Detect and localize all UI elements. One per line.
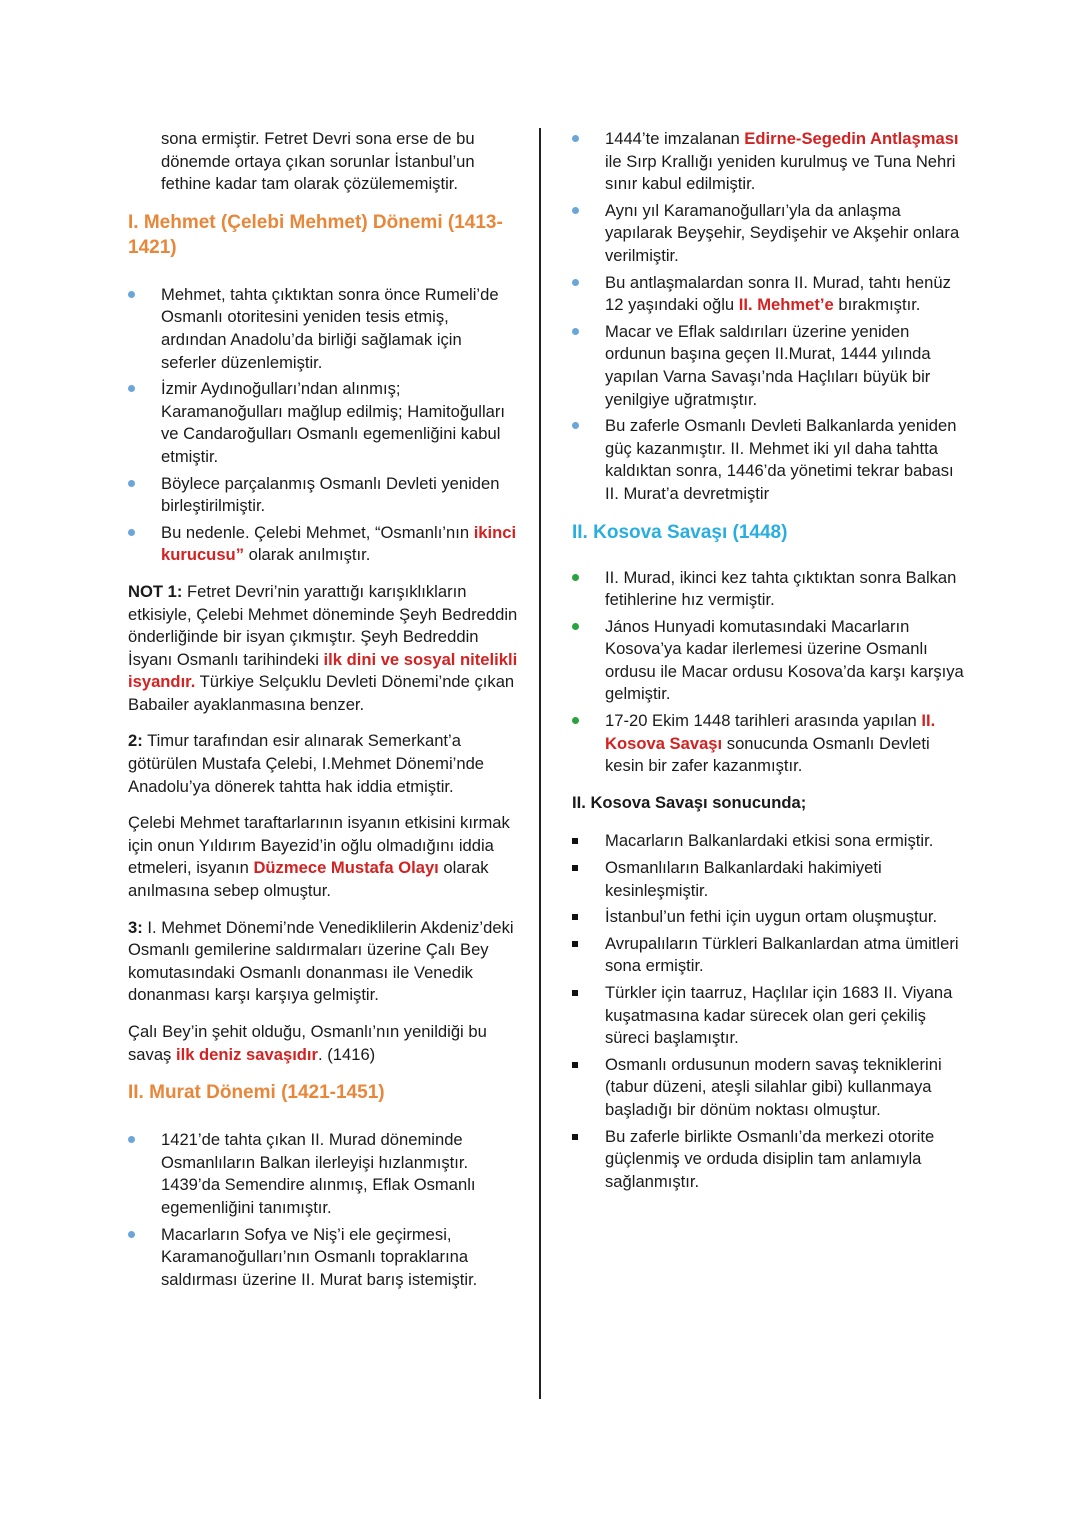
- bullet-dot-icon: [572, 135, 579, 142]
- cali-paragraph: Çalı Bey’in şehit olduğu, Osmanlı’nın yenildiği bu savaş ilk deniz savaşıdır. (1416): [128, 1022, 487, 1064]
- list-item: 1421’de tahta çıkan II. Murad döneminde Osmanlıların Balkan ilerleyişi hızlanmıştır. 1439’da Semendire alınmış, Eflak Osmanlı egemenliğini tanımıştır.: [128, 1129, 518, 1219]
- heading-kosova-results: II. Kosova Savaşı sonucunda;: [572, 792, 807, 812]
- heading-mehmet-period: I. Mehmet (Çelebi Mehmet) Dönemi (1413-1421): [128, 211, 503, 258]
- highlight-text: ilk deniz savaşıdır: [175, 1044, 319, 1064]
- bullet-square-icon: [572, 990, 578, 996]
- results-bullet-list: [572, 830, 964, 1193]
- highlight-text: ikinci kurucusu”: [161, 522, 517, 565]
- heading-kosova-battle: II. Kosova Savaşı (1448): [572, 521, 788, 543]
- bullet-dot-icon: [572, 574, 579, 581]
- list-item: Bu nedenle. Çelebi Mehmet, “Osmanlı’nın ikinci kurucusu” olarak anılmıştır.: [128, 522, 518, 567]
- note-3: 3: I. Mehmet Dönemi’nde Venediklilerin Akdeniz’deki Osmanlı gemilerine saldırmaları üzerine Çalı Bey komutasındaki Osmanlı donanması ile Venedik donanması karşı karşıya gelmiştir.: [128, 917, 514, 1005]
- list-item: Bu antlaşmalardan sonra II. Murad, tahtı henüz 12 yaşındaki oğlu II. Mehmet’e bırakmıştır.: [572, 272, 964, 317]
- bullet-dot-icon: [128, 385, 135, 392]
- highlight-text: II. Kosova Savaşı: [605, 711, 936, 753]
- bullet-square-icon: [572, 838, 578, 844]
- bullet-dot-icon: [572, 422, 579, 429]
- list-item: Aynı yıl Karamanoğulları’yla da anlaşma yapılarak Beyşehir, Seydişehir ve Akşehir onlara verilmiştir.: [572, 200, 964, 268]
- list-item: II. Murad, ikinci kez tahta çıktıktan sonra Balkan fetihlerine hız vermiştir.: [572, 567, 964, 612]
- highlight-text: Düzmece Mustafa Olayı: [253, 858, 439, 878]
- bullet-dot-icon: [572, 207, 579, 214]
- bullet-dot-icon: [572, 623, 579, 630]
- bullet-dot-icon: [128, 1231, 135, 1238]
- murat-bullet-list-continued: [572, 128, 964, 506]
- list-item: 17-20 Ekim 1448 tarihleri arasında yapılan II. Kosova Savaşı sonucunda Osmanlı Devleti kesin bir zafer kazanmıştır.: [572, 710, 964, 778]
- murat-bullet-list: [128, 1129, 518, 1291]
- list-item: Osmanlıların Balkanlardaki hakimiyeti kesinleşmiştir.: [572, 857, 964, 902]
- bullet-dot-icon: [128, 480, 135, 487]
- list-item: János Hunyadi komutasındaki Macarların Kosova’ya kadar ilerlemesi üzerine Osmanlı ordusu ile Macar ordusu Kosova’da karşı karşıya gelmiştir.: [572, 616, 964, 706]
- list-item: İstanbul’un fethi için uygun ortam oluşmuştur.: [572, 906, 964, 929]
- left-column: [128, 128, 518, 1305]
- list-item: Macarların Sofya ve Niş’i ele geçirmesi, Karamanoğulları’nın Osmanlı topraklarına saldırması üzerine II. Murat barış istemiştir.: [128, 1224, 518, 1292]
- bullet-square-icon: [572, 1062, 578, 1068]
- list-item: Avrupalıların Türkleri Balkanlardan atma ümitleri sona ermiştir.: [572, 933, 964, 978]
- highlight-text: ilk dini ve sosyal nitelikli isyandır.: [128, 649, 518, 692]
- intro-paragraph: sona ermiştir. Fetret Devri sona erse de bu dönemde ortaya çıkan sorunlar İstanbul’un fethine kadar tam olarak çözülememiştir.: [161, 129, 475, 194]
- bullet-dot-icon: [572, 717, 579, 724]
- list-item: Macar ve Eflak saldırıları üzerine yeniden ordunun başına geçen II.Murat, 1444 yılında yapılan Varna Savaşı’nda Haçlıları büyük bir yenilgiye uğratmıştır.: [572, 321, 964, 411]
- bullet-square-icon: [572, 865, 578, 871]
- right-column: [572, 128, 964, 1207]
- bullet-dot-icon: [128, 1136, 135, 1143]
- column-divider: [539, 128, 541, 1399]
- list-item: Bu zaferle birlikte Osmanlı’da merkezi otorite güçlenmiş ve orduda disiplin tam anlamıyla sağlanmıştır.: [572, 1126, 964, 1194]
- bullet-dot-icon: [572, 328, 579, 335]
- list-item: 1444’te imzalanan Edirne-Segedin Antlaşması ile Sırp Krallığı yeniden kurulmuş ve Tuna Nehri sınır kabul edilmiştir.: [572, 128, 964, 196]
- bullet-square-icon: [572, 941, 578, 947]
- kosova-bullet-list: [572, 567, 964, 778]
- list-item: Türkler için taarruz, Haçlılar için 1683 II. Viyana kuşatmasına kadar sürecek olan geri çekiliş süreci başlamıştır.: [572, 982, 964, 1050]
- note-2: 2: Timur tarafından esir alınarak Semerkant’a götürülen Mustafa Çelebi, I.Mehmet Dönemi’nde Anadolu’ya dönerek tahtta hak iddia etmiştir.: [128, 731, 485, 796]
- note-1: NOT 1: Fetret Devri’nin yarattığı karışıklıkların etkisiyle, Çelebi Mehmet döneminde Şeyh Bedreddin önderliğinde bir isyan çıkmıştır. Şeyh Bedreddin İsyanı Osmanlı tarihindeki ilk dini ve sosyal nitelikli isyandır. Türkiye Selçuklu Devleti Dönemi’nde çıkan Babailer ayaklanmasına benzer.: [128, 581, 518, 714]
- list-item: Macarların Balkanlardaki etkisi sona ermiştir.: [572, 830, 964, 853]
- list-item: Bu zaferle Osmanlı Devleti Balkanlarda yeniden güç kazanmıştır. II. Mehmet iki yıl daha tahtta kaldıktan sonra, 1446’da yönetimi tekrar babası II. Murat’a devretmiştir: [572, 415, 964, 505]
- celebi-paragraph: Çelebi Mehmet taraftarlarının isyanın etkisini kırmak için onun Yıldırım Bayezid’in oğlu olmadığını iddia etmeleri, isyanın Düzmece Mustafa Olayı olarak anılmasına sebep olmuştur.: [128, 813, 510, 901]
- bullet-dot-icon: [572, 279, 579, 286]
- bullet-square-icon: [572, 914, 578, 920]
- bullet-dot-icon: [128, 529, 135, 536]
- list-item: İzmir Aydınoğulları’ndan alınmış; Karamanoğulları mağlup edilmiş; Hamitoğulları ve Candaroğulları Osmanlı egemenliğini kabul etmiştir.: [128, 378, 518, 468]
- list-item: Böylece parçalanmış Osmanlı Devleti yeniden birleştirilmiştir.: [128, 473, 518, 518]
- highlight-text: II. Mehmet’e: [738, 295, 834, 315]
- heading-murat-period: II. Murat Dönemi (1421-1451): [128, 1082, 385, 1104]
- list-item: Mehmet, tahta çıktıktan sonra önce Rumeli’de Osmanlı otoritesini yeniden tesis etmiş, ardından Anadolu’da birliği sağlamak için seferler düzenlemiştir.: [128, 284, 518, 374]
- bullet-square-icon: [572, 1134, 578, 1140]
- list-item: Osmanlı ordusunun modern savaş tekniklerini (tabur düzeni, ateşli silahlar gibi) kullanmaya başladığı bir dönüm noktası olmuştur.: [572, 1054, 964, 1122]
- highlight-text: Edirne-Segedin Antlaşması: [744, 129, 959, 148]
- mehmet-bullet-list: [128, 284, 518, 567]
- bullet-dot-icon: [128, 291, 135, 298]
